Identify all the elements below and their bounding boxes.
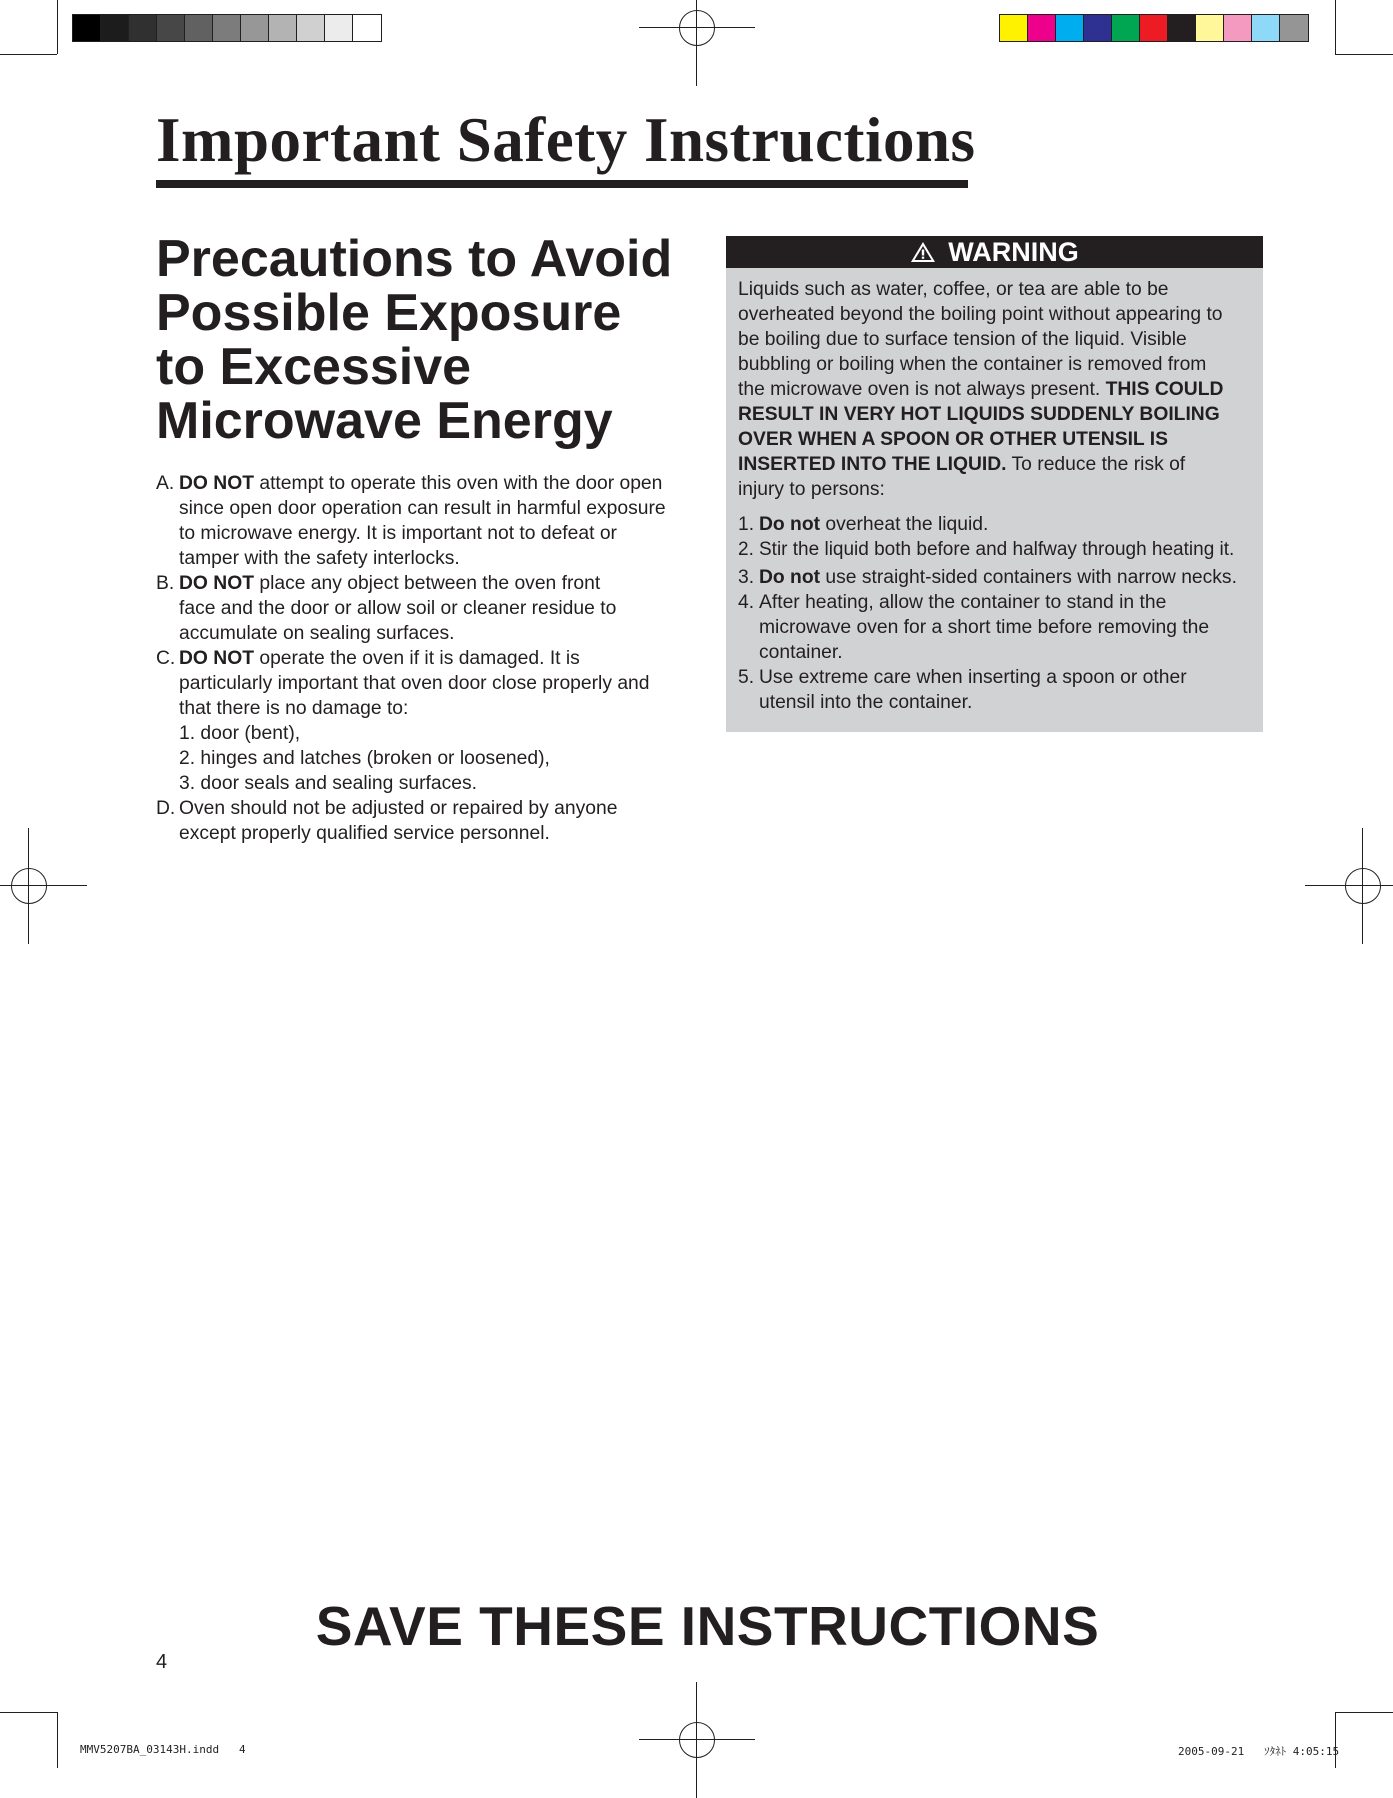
warning-line: the microwave oven is not always present. THIS COULD (738, 379, 1224, 400)
precaution-line: DO NOT operate the oven if it is damaged. It is (179, 648, 580, 669)
color-swatch (213, 15, 241, 41)
crop-mark (1335, 1712, 1393, 1713)
crop-mark (1335, 54, 1393, 55)
warning-line: bubbling or boiling when the container is removed from (738, 354, 1207, 375)
precaution-line: face and the door or allow soil or cleaner residue to (179, 598, 617, 619)
color-swatch (1140, 15, 1168, 41)
warning-body (726, 268, 1263, 715)
warning-line: overheated beyond the boiling point without appearing to (738, 304, 1223, 325)
precaution-line: accumulate on sealing surfaces. (179, 623, 455, 644)
warning-emphasis: THIS COULD (1105, 379, 1224, 400)
color-swatch (1224, 15, 1252, 41)
precaution-line: tamper with the safety interlocks. (179, 548, 460, 569)
warning-line: Liquids such as water, coffee, or tea are able to be (738, 279, 1169, 300)
section-heading (156, 232, 696, 448)
color-swatch (1056, 15, 1084, 41)
color-swatch (1000, 15, 1028, 41)
precaution-line: that there is no damage to: (179, 698, 409, 719)
precautions-list (156, 471, 686, 846)
precaution-line: since open door operation can result in harmful exposure (179, 498, 666, 519)
warning-triangle-icon (910, 241, 936, 263)
color-swatch (1168, 15, 1196, 41)
date-slug: 2005-09-21 ｿﾀﾈﾄ 4:05:15 (1178, 1745, 1340, 1758)
registration-mark (1305, 828, 1393, 944)
item-label: C. (156, 648, 176, 669)
damage-subitem: 2. hinges and latches (broken or loosened), (179, 748, 550, 769)
title-rule (156, 180, 968, 188)
color-swatch (1196, 15, 1224, 41)
crop-mark (0, 1712, 57, 1713)
color-swatch (1084, 15, 1112, 41)
precaution-line: DO NOT place any object between the oven front (179, 573, 601, 594)
file-slug: MMV5207BA_03143H.indd 4 (80, 1743, 246, 1756)
warning-step-5: 5. Use extreme care when inserting a spoon or other utensil into the container. (738, 667, 1187, 713)
section-heading-line: Possible Exposure (156, 284, 622, 342)
warning-line: injury to persons: (738, 479, 885, 500)
emphasis: DO NOT (179, 473, 254, 494)
section-heading-line: Precautions to Avoid (156, 230, 673, 288)
color-swatch (1112, 15, 1140, 41)
warning-paragraph (738, 277, 1251, 502)
section-heading-line: to Excessive (156, 338, 472, 396)
registration-mark (639, 0, 755, 86)
precaution-item-b (156, 571, 686, 646)
precaution-line: to microwave energy. It is important not to defeat or (179, 523, 617, 544)
emphasis: DO NOT (179, 648, 254, 669)
emphasis: DO NOT (179, 573, 254, 594)
page-title: Important Safety Instructions (156, 105, 976, 175)
warning-box (726, 236, 1263, 732)
color-swatch (297, 15, 325, 41)
crop-mark (1335, 0, 1336, 54)
crop-mark (1335, 1712, 1336, 1768)
warning-line: OVER WHEN A SPOON OR OTHER UTENSIL IS (738, 429, 1168, 450)
color-swatch (325, 15, 353, 41)
warning-step-1: 1. Do not overheat the liquid. (738, 514, 989, 535)
item-label: A. (156, 473, 175, 494)
color-swatch (1028, 15, 1056, 41)
precaution-line: particularly important that oven door close properly and (179, 673, 650, 694)
crop-mark (57, 0, 58, 54)
registration-mark (0, 828, 87, 944)
gray-color-bar (72, 14, 382, 42)
color-swatch (73, 15, 101, 41)
damage-subitem: 3. door seals and sealing surfaces. (179, 773, 477, 794)
color-swatch (1280, 15, 1308, 41)
warning-line: INSERTED INTO THE LIQUID. To reduce the risk of (738, 454, 1186, 475)
crop-mark (57, 1712, 58, 1768)
page-number: 4 (156, 1651, 168, 1673)
color-swatch (129, 15, 157, 41)
precaution-item-d (156, 796, 686, 846)
warning-header (726, 236, 1263, 268)
color-swatch (353, 15, 381, 41)
color-swatch (241, 15, 269, 41)
precaution-item-a (156, 471, 686, 571)
warning-step-3: 3. Do not use straight-sided containers with narrow necks. (738, 567, 1237, 588)
warning-step-4: 4. After heating, allow the container to stand in the microwave oven for a short time before removing the container. (738, 592, 1210, 663)
item-label: D. (156, 798, 176, 819)
color-swatch (101, 15, 129, 41)
warning-line: be boiling due to surface tension of the liquid. Visible (738, 329, 1187, 350)
warning-step-2: 2. Stir the liquid both before and halfway through heating it. (738, 539, 1235, 560)
precaution-line: except properly qualified service personnel. (179, 823, 550, 844)
color-swatch (185, 15, 213, 41)
registration-mark (639, 1682, 755, 1798)
damage-subitem: 1. door (bent), (179, 723, 301, 744)
crop-mark (0, 54, 57, 55)
precaution-line: Oven should not be adjusted or repaired by anyone (179, 798, 618, 819)
save-instructions-banner: SAVE THESE INSTRUCTIONS (315, 1595, 1100, 1657)
precaution-line: DO NOT attempt to operate this oven with the door open (179, 473, 663, 494)
color-swatch (157, 15, 185, 41)
color-swatch (269, 15, 297, 41)
precaution-item-c (156, 646, 686, 796)
warning-line: RESULT IN VERY HOT LIQUIDS SUDDENLY BOILING (738, 404, 1220, 425)
item-label: B. (156, 573, 175, 594)
warning-steps (738, 512, 1251, 715)
warning-title: WARNING (948, 236, 1079, 267)
color-swatch (1252, 15, 1280, 41)
process-color-bar (999, 14, 1309, 42)
section-heading-line: Microwave Energy (156, 392, 613, 450)
